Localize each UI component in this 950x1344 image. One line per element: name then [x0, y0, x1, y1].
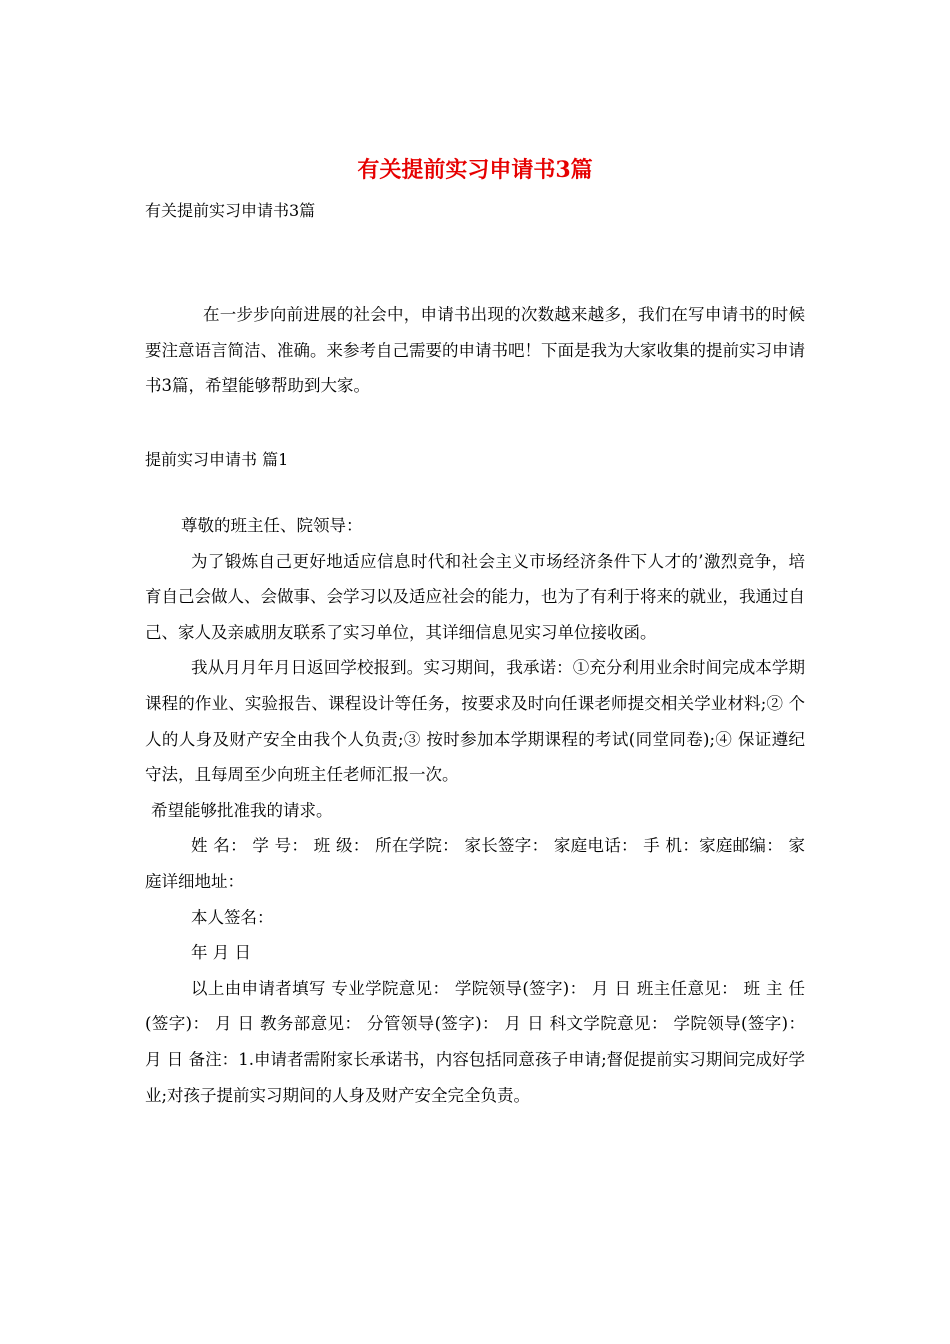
section-heading: 提前实习申请书 篇1 [145, 450, 289, 469]
date-line: 年 月 日 [191, 943, 251, 963]
form-fields-paragraph: 姓 名： 学 号： 班 级： 所在学院： 家长签字： 家庭电话： 手 机：家庭邮编： 家庭详细地址： [145, 836, 805, 891]
approval-paragraph: 以上由申请者填写 专业学院意见： 学院领导(签字)： 月 日 班主任意见： 班 主 任(签字)： 月 日 教务部意见： 分管领导(签字)： 月 日 科文学院意见： 学院领导(签字)： 月 日 备注：1.申请者需附家长承诺书，内容包括同意孩子申请;督促提前实习期间完成好学业;对孩子提前实习期间的人身及财产安全完全负责。 [145, 978, 805, 1105]
body-paragraph: 希望能够批准我的请求。 [151, 800, 333, 820]
intro-block [145, 297, 805, 404]
salutation: 尊敬的班主任、院领导： [181, 516, 363, 535]
body-paragraph: 我从月月年月日返回学校报到。实习期间，我承诺：①充分利用业余时间完成本学期课程的作业、实验报告、课程设计等任务，按要求及时向任课老师提交相关学业材料;② 个人的人身及财产安全由我个人负责;③ 按时参加本学期课程的考试(同堂同卷);④ 保证遵纪守法，且每周至少向班主任老师汇报一次。 [145, 658, 805, 785]
intro-paragraph: 在一步步向前进展的社会中，申请书出现的次数越来越多，我们在写申请书的时候要注意语言简洁、准确。来参考自己需要的申请书吧！下面是我为大家收集的提前实习申请书3篇，希望能够帮助到大家。 [145, 305, 805, 396]
letter-body [145, 508, 805, 1113]
document-subtitle: 有关提前实习申请书3篇 [145, 201, 316, 220]
signature-line: 本人签名： [191, 907, 274, 927]
body-paragraph: 为了锻炼自己更好地适应信息时代和社会主义市场经济条件下人才的’激烈竞争，培育自己会做人、会做事、会学习以及适应社会的能力，也为了有利于将来的就业，我通过自己、家人及亲戚朋友联系了实习单位，其详细信息见实习单位接收函。 [145, 551, 805, 642]
document-title: 有关提前实习申请书3篇 [357, 157, 593, 183]
